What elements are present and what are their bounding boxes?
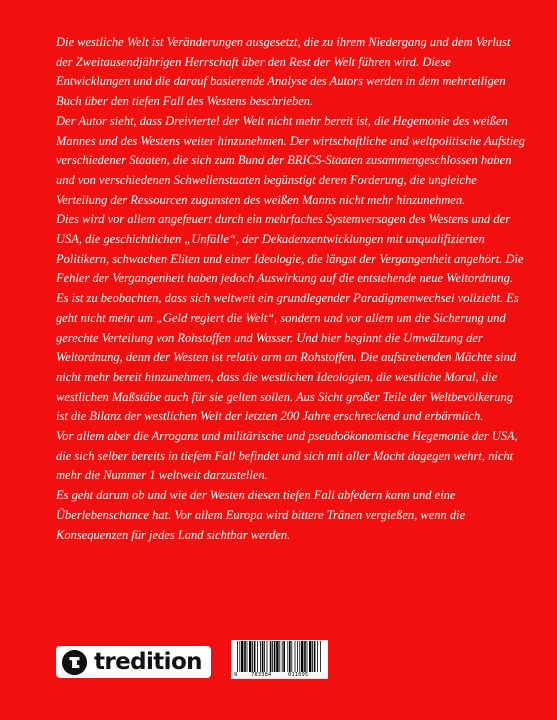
- blurb-text-block: [56, 33, 526, 545]
- barcode-digit-prefix: 9: [234, 672, 238, 678]
- barcode-digit-group-2: 011695: [288, 672, 309, 678]
- blurb-paragraph-2: Der Autor sieht, dass Dreiviertel der Welt nicht mehr bereit ist, die Hegemonie des weißen Mannes und des Westens weiter hinzunehmen. Der wirtschaftliche und weltpolitische Aufstieg verschiedener Staaten, die sich zum Bund der BRICS-Staaten zusammengeschlossen haben und von verschiedenen Schwellenstaaten begünstigt deren Forderung, die ungleiche Verteilung der Ressourcen zugunsten des weißen Manns nicht mehr hinzunehmen.: [56, 113, 526, 207]
- blurb-paragraph-3: Dies wird vor allem angefeuert durch ein mehrfaches Systemversagen des Westens und der USA, die geschichtlichen „Unfälle“, der Dekadenzentwicklungen mit unqualifizierten Politikern, schwachen Eliten und einer Ideologie, die längst der Vergangenheit angehört. Die Fehler der Vergangenheit haben jedoch Auswirkung auf die entstehende neue Weltordnung.: [56, 212, 524, 286]
- blurb-paragraph-1: Die westliche Welt ist Veränderungen ausgesetzt, die zu ihrem Niedergang und dem Verlust der Zweitausendjährigen Herrschaft über den Rest der Welt führen wird. Diese Entwicklungen und die darauf basierende Analyse des Autors werden in dem mehrteiligen Buch über den tiefen Fall des Westens beschrieben.: [56, 35, 511, 109]
- barcode-digit-group-1: 783384: [251, 672, 272, 678]
- blurb-paragraph-6: Es geht darum ob und wie der Westen diesen tiefen Fall abfedern kann und eine Überlebenschance hat. Vor allem Europa wird bittere Tränen vergießen, wenn die Konsequenzen für jedes Land sichtbar werden.: [56, 488, 466, 542]
- blurb-paragraph-4: Es ist zu beobachten, dass sich weltweit ein grundlegender Paradigmenwechsel vollzieht. Es geht nicht mehr um „Geld regiert die Welt“, sondern und vor allem um die Sicherung und gerechte Verteilung von Rohstoffen und Wasser. Und hier beginnt die Umwälzung der Weltordnung, denn der Westen ist relativ arm an Rohstoffen. Die aufstrebenden Mächte sind nicht mehr bereit hinzunehmen, dass die westlichen Ideologien, die westliche Moral, die westlichen Maßstäbe auch für sie gelten sollen. Aus Sicht großer Teile der Weltbevölkerung ist die Bilanz der westlichen Welt der letzten 200 Jahre erschreckend und erbärmlich.: [56, 291, 519, 424]
- publisher-logo-text: tredition: [94, 648, 202, 675]
- blurb-paragraph-5: Vor allem aber die Arroganz und militärische und pseudoökonomische Hegemonie der USA, die sich selber bereits in tiefem Fall befindet und sich mit aller Macht dagegen wehrt, nicht mehr die Nummer 1 weltweit darzustellen.: [56, 429, 518, 483]
- isbn-barcode: [231, 640, 328, 679]
- tredition-logo-icon: [62, 650, 87, 675]
- barcode-bars: [231, 640, 328, 673]
- publisher-logo: [56, 646, 211, 678]
